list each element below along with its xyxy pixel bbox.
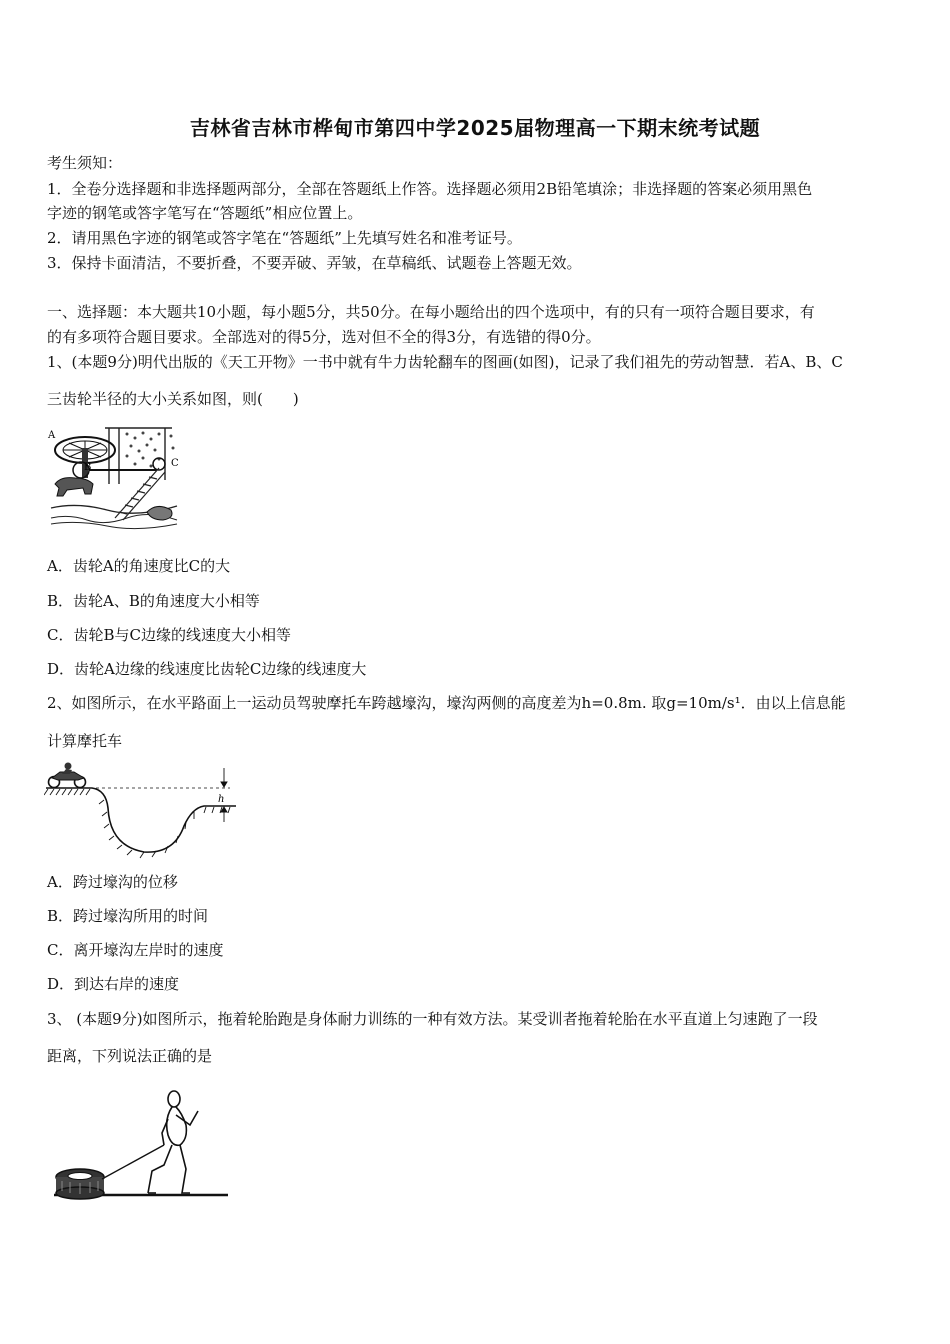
question-3-stem: 距离，下列说法正确的是 [47,1047,213,1065]
notice-item: 1．全卷分选择题和非选择题两部分，全部在答题纸上作答。选择题必须用2B铅笔填涂；非选择题的答案必须用黑色 [47,180,813,198]
motorcycle-ditch-figure [44,760,244,860]
figure-label-a: A [48,430,56,441]
figure-label-c: C [171,458,179,469]
question-1-option-c: C．齿轮B与C边缘的线速度大小相等 [47,626,291,644]
question-1-stem: 1、(本题9分)明代出版的《天工开物》一书中就有牛力齿轮翻车的图画(如图)，记录了我们祖先的劳动智慧．若A、B、C [47,353,843,371]
figure-label-b: B [84,462,92,473]
question-2-option-a: A．跨过壕沟的位移 [47,873,178,891]
question-1-option-d: D．齿轮A边缘的线速度比齿轮C边缘的线速度大 [47,660,367,678]
notice-item: 3．保持卡面清洁，不要折叠，不要弄破、弄皱，在草稿纸、试题卷上答题无效。 [47,254,582,272]
notice-item: 2．请用黑色字迹的钢笔或答字笔在“答题纸”上先填写姓名和准考证号。 [47,229,522,247]
tire-drag-figure [52,1085,232,1203]
question-2-option-c: C．离开壕沟左岸时的速度 [47,941,224,959]
question-3-stem: 3、 (本题9分)如图所示，拖着轮胎跑是身体耐力训练的一种有效方法。某受训者拖着轮胎在水平直道上匀速跑了一段 [47,1010,818,1028]
question-2-stem: 计算摩托车 [47,732,123,750]
notice-heading: 考生须知： [47,154,123,172]
question-1-option-b: B．齿轮A、B的角速度大小相等 [47,592,260,610]
question-2-stem: 2、如图所示，在水平路面上一运动员驾驶摩托车跨越壕沟，壕沟两侧的高度差为h=0.8m. 取g=10m/s¹．由以上信息能 [47,694,846,712]
question-2-option-b: B．跨过壕沟所用的时间 [47,907,209,925]
question-2-option-d: D．到达右岸的速度 [47,975,180,993]
question-1-option-a: A．齿轮A的角速度比C的大 [47,557,231,575]
notice-item: 字迹的钢笔或答字笔写在“答题纸”相应位置上。 [47,204,363,222]
question-1-stem: 三齿轮半径的大小关系如图，则( ) [47,390,299,408]
section-instructions: 的有多项符合题目要求。全部选对的得5分，选对但不全的得3分，有选错的得0分。 [47,328,601,346]
page-title: 吉林省吉林市桦甸市第四中学2025届物理高一下期末统考试题 [189,116,761,140]
figure-label-h: h [218,794,225,805]
section-instructions: 一、选择题：本大题共10小题，每小题5分，共50分。在每小题给出的四个选项中，有的只有一项符合题目要求，有 [47,303,815,321]
gear-waterwheel-figure [47,422,182,530]
